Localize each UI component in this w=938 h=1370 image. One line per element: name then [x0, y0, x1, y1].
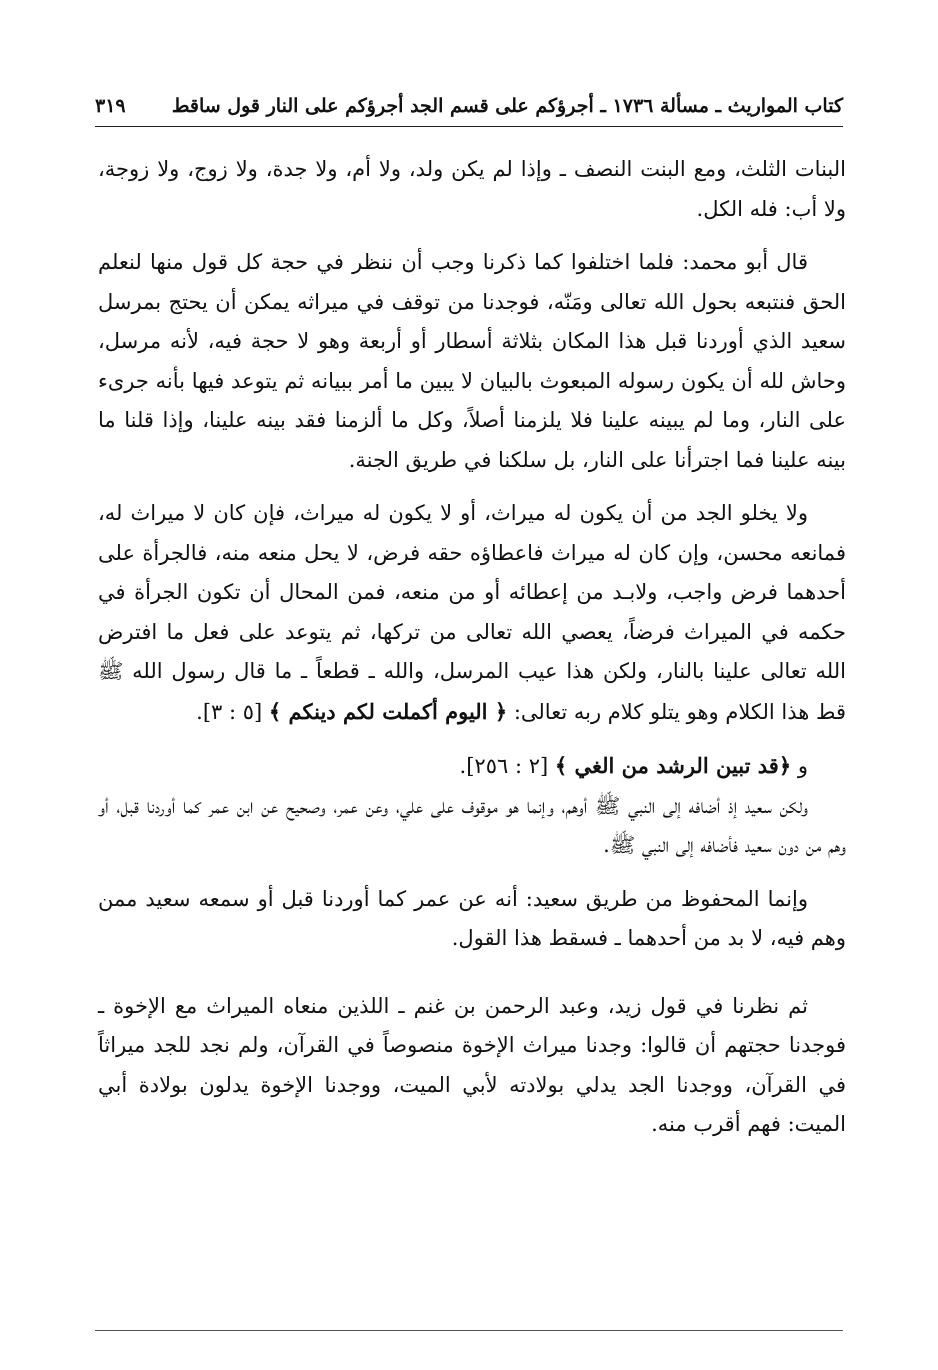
paragraph-4-prefix: و: [797, 754, 808, 778]
page-number: ٣١٩: [95, 95, 126, 117]
paragraph-3-text: ولا يخلو الجد من أن يكون له ميراث، أو لا يكون له ميراث، فإن كان لا ميراث له، فمانعه محسن، وإن كان له ميراث فاعطاؤه حقه فرض، لا يحل منعه منه، فالجرأة على أحدهما فرض واجب، ولابـد من إعطائه أو من منعه، فمن المحال أن تكون الجرأة في حكمه في الميراث فرضاً، يعصي الله تعالى من تركها، ثم يتوعد على فعل ما افترض الله تعالى علينا بالنار، ولكن هذا عيب المرسل، والله ـ قطعاً ـ ما قال رسول الله ﷺ قط هذا الكلام وهو يتلو كلام ربه تعالى:: [98, 501, 846, 724]
verse-reference-2: [٢ : ٢٥٦].: [459, 754, 549, 778]
paragraph-4: [98, 746, 846, 787]
quran-verse-1: ﴿ اليوم أكملت لكم دينكم ﴾: [268, 698, 508, 724]
paragraph-7: ثم نظرنا في قول زيد، وعبد الرحمن بن غنم ـ اللذين منعاه الميراث مع الإخوة ـ فوجدنا حجتهم أن قالوا: وجدنا ميراث الإخوة منصوصاً في القرآن، ولم نجد للجد ميراثاً في القرآن، ووجدنا الجد يدلي بولادته لأبي الميت، ووجدنا الإخوة يدلون بولادة أبي الميت: فهم أقرب منه.: [98, 993, 846, 1136]
running-header: [95, 86, 843, 127]
paragraph-1: البنات الثلث، ومع البنت النصف ـ وإذا لم يكن ولد، ولا أم، ولا جدة، ولا زوج، ولا زوجة، ولا أب: فله الكل.: [98, 157, 846, 221]
header-title: كتاب المواريث ـ مسألة ١٧٣٦ ـ أجرؤكم على قسم الجد أجرؤكم على النار قول ساقط: [171, 95, 843, 117]
page-body: [98, 150, 846, 1145]
quran-verse-2: ﴿قد تبين الرشد من الغي ﴾: [554, 753, 792, 778]
verse-reference-1: [٥ : ٣].: [196, 699, 263, 724]
paragraph-5: ولكن سعيد إذ أضافه إلى النبي ﷺ أوهم، وإنما هو موقوف على علي، وعن عمر، وصحيح عن ابن عمر كما أوردنا قبل، أو وهم من دون سعيد فأضافه إلى النبي ﷺ.: [98, 793, 846, 857]
bottom-divider: [95, 1330, 843, 1331]
paragraph-2: قال أبو محمد: فلما اختلفوا كما ذكرنا وجب أن ننظر في حجة كل قول منها لنعلم الحق فنتبعه بحول الله تعالى ومَنّه، فوجدنا من توقف في ميراثه يمكن أن يحتج بمرسل سعيد الذي أوردنا قبل هذا المكان بثلاثة أسطار أو أربعة وهو لا حجة فيه، لأنه مرسل، وحاش لله أن يكون رسوله المبعوث بالبيان لا يبين ما أمر ببيانه ثم يتوعد فيها بأنه جرىء على النار، وما لم يبينه علينا فلا يلزمنا أصلاً، وكل ما ألزمنا فقد بينه علينا، وإذا قلنا ما بينه علينا فما اجترأنا على النار، بل سلكنا في طريق الجنة.: [98, 250, 846, 472]
paragraph-3: [98, 494, 846, 732]
paragraph-6: وإنما المحفوظ من طريق سعيد: أنه عن عمر كما أوردنا قبل أو سمعه سعيد ممن وهم فيه، لا بد من أحدهما ـ فسقط هذا القول.: [98, 886, 846, 950]
